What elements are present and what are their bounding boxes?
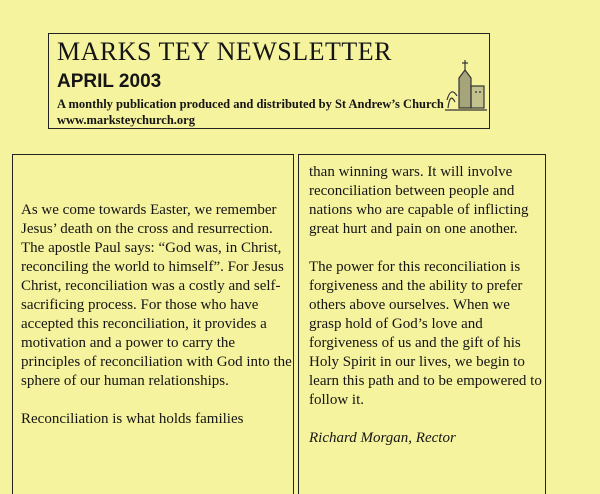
issue-date: APRIL 2003	[57, 71, 162, 92]
paragraph: The power for this reconciliation is forgiveness and the ability to prefer others above ourselves. When we grasp hold of God’s love and forgiveness of us and the gift of his Holy Spirit in our lives, we begin to learn this path and to be empowered to follow it.	[309, 259, 542, 408]
newsletter-title: MARKS TEY NEWSLETTER	[57, 37, 392, 66]
article-column-right	[298, 154, 546, 494]
masthead	[48, 33, 490, 129]
church-sketch-icon	[445, 56, 487, 116]
tagline: A monthly publication produced and distributed by St Andrew’s Church	[57, 97, 444, 111]
signature: Richard Morgan, Rector	[309, 430, 456, 446]
paragraph: than winning wars. It will involve reconciliation between people and nations who are capable of inflicting great hurt and pain on one another.	[309, 164, 529, 237]
paragraph: Reconciliation is what holds families	[21, 411, 244, 427]
article-column-left	[12, 154, 294, 494]
website-link[interactable]: www.marksteychurch.org	[57, 113, 195, 127]
paragraph: As we come towards Easter, we remember Jesus’ death on the cross and resurrection. The apostle Paul says: “God was, in Christ, reconciling the world to himself”. For Jesus Christ, reconciliation was a costly and self-sacrificing process. For those who have accepted this reconciliation, it provides a motivation and a power to carry the principles of reconciliation with God into the sphere of our human relationships.	[21, 202, 292, 389]
